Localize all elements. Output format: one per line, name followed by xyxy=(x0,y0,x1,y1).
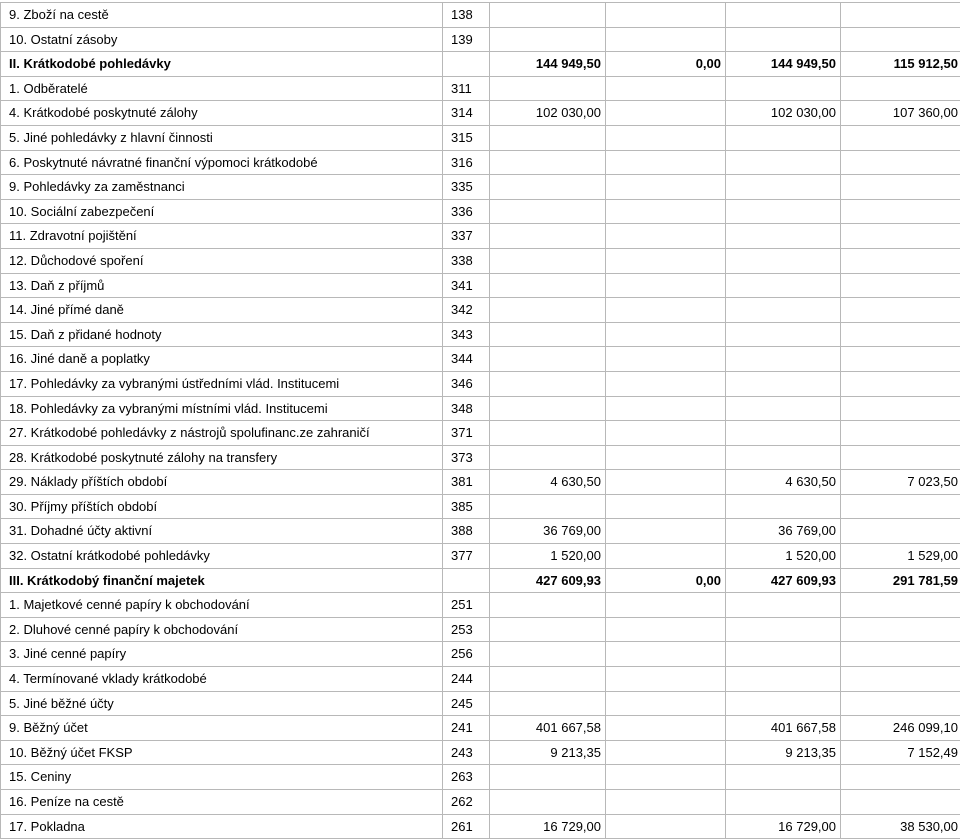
row-value-net xyxy=(726,494,841,519)
row-value-correction xyxy=(606,519,726,544)
row-value-net: 144 949,50 xyxy=(726,52,841,77)
row-value-correction xyxy=(606,101,726,126)
row-value-net xyxy=(726,224,841,249)
row-value-net xyxy=(726,371,841,396)
row-value-net xyxy=(726,273,841,298)
row-value-gross xyxy=(490,593,606,618)
row-value-net xyxy=(726,27,841,52)
table-row xyxy=(1,347,960,372)
row-value-net xyxy=(726,691,841,716)
row-account-code: 373 xyxy=(443,445,490,470)
row-value-correction xyxy=(606,322,726,347)
row-value-previous xyxy=(841,593,960,618)
row-value-net xyxy=(726,248,841,273)
row-value-previous xyxy=(841,273,960,298)
row-value-correction xyxy=(606,470,726,495)
row-value-net xyxy=(726,76,841,101)
row-value-net xyxy=(726,642,841,667)
table-row xyxy=(1,740,960,765)
row-value-previous xyxy=(841,248,960,273)
row-value-correction xyxy=(606,421,726,446)
row-value-gross xyxy=(490,199,606,224)
row-value-previous xyxy=(841,617,960,642)
row-value-previous xyxy=(841,347,960,372)
row-value-gross xyxy=(490,642,606,667)
table-row xyxy=(1,27,960,52)
row-account-code: 311 xyxy=(443,76,490,101)
row-value-previous xyxy=(841,199,960,224)
row-value-previous: 291 781,59 xyxy=(841,568,960,593)
row-value-correction xyxy=(606,150,726,175)
table-row xyxy=(1,790,960,815)
row-label: 15. Ceniny xyxy=(1,765,443,790)
row-value-net xyxy=(726,125,841,150)
table-row xyxy=(1,224,960,249)
row-label: 5. Jiné pohledávky z hlavní činnosti xyxy=(1,125,443,150)
row-value-net: 401 667,58 xyxy=(726,716,841,741)
row-value-gross: 36 769,00 xyxy=(490,519,606,544)
table-row xyxy=(1,593,960,618)
row-label: 13. Daň z příjmů xyxy=(1,273,443,298)
row-account-code: 346 xyxy=(443,371,490,396)
row-account-code: 241 xyxy=(443,716,490,741)
row-value-gross xyxy=(490,421,606,446)
row-label: 14. Jiné přímé daně xyxy=(1,298,443,323)
row-value-correction xyxy=(606,396,726,421)
row-value-gross: 102 030,00 xyxy=(490,101,606,126)
row-value-previous xyxy=(841,396,960,421)
row-value-previous xyxy=(841,298,960,323)
row-value-previous: 38 530,00 xyxy=(841,814,960,839)
row-account-code: 256 xyxy=(443,642,490,667)
row-label: 6. Poskytnuté návratné finanční výpomoci krátkodobé xyxy=(1,150,443,175)
row-value-previous xyxy=(841,765,960,790)
row-account-code: 245 xyxy=(443,691,490,716)
row-account-code: 385 xyxy=(443,494,490,519)
row-value-gross xyxy=(490,175,606,200)
row-value-previous xyxy=(841,27,960,52)
row-value-gross xyxy=(490,790,606,815)
row-value-correction xyxy=(606,667,726,692)
row-value-gross xyxy=(490,27,606,52)
row-label: 5. Jiné běžné účty xyxy=(1,691,443,716)
row-account-code: 243 xyxy=(443,740,490,765)
row-account-code: 263 xyxy=(443,765,490,790)
row-account-code: 344 xyxy=(443,347,490,372)
row-value-correction xyxy=(606,765,726,790)
row-value-net xyxy=(726,175,841,200)
row-value-gross: 401 667,58 xyxy=(490,716,606,741)
row-value-correction xyxy=(606,544,726,569)
row-value-gross xyxy=(490,248,606,273)
row-value-correction xyxy=(606,716,726,741)
row-value-gross xyxy=(490,224,606,249)
row-label: 4. Termínované vklady krátkodobé xyxy=(1,667,443,692)
row-value-gross: 4 630,50 xyxy=(490,470,606,495)
row-value-net: 9 213,35 xyxy=(726,740,841,765)
row-value-net xyxy=(726,765,841,790)
row-value-correction xyxy=(606,125,726,150)
row-value-previous xyxy=(841,3,960,28)
row-account-code: 371 xyxy=(443,421,490,446)
row-value-previous xyxy=(841,790,960,815)
row-label: 10. Sociální zabezpečení xyxy=(1,199,443,224)
table-row xyxy=(1,76,960,101)
row-value-net: 102 030,00 xyxy=(726,101,841,126)
row-value-correction xyxy=(606,642,726,667)
section-row xyxy=(1,568,960,593)
row-value-gross: 16 729,00 xyxy=(490,814,606,839)
row-value-correction xyxy=(606,371,726,396)
row-value-previous xyxy=(841,76,960,101)
row-label: 32. Ostatní krátkodobé pohledávky xyxy=(1,544,443,569)
row-value-net xyxy=(726,790,841,815)
row-value-previous xyxy=(841,125,960,150)
table-row xyxy=(1,445,960,470)
row-value-previous: 246 099,10 xyxy=(841,716,960,741)
row-account-code: 139 xyxy=(443,27,490,52)
row-value-net xyxy=(726,617,841,642)
table-row xyxy=(1,544,960,569)
row-account-code: 262 xyxy=(443,790,490,815)
row-account-code: 253 xyxy=(443,617,490,642)
row-account-code: 337 xyxy=(443,224,490,249)
row-value-correction xyxy=(606,593,726,618)
row-value-previous xyxy=(841,150,960,175)
row-account-code: 388 xyxy=(443,519,490,544)
row-value-previous xyxy=(841,691,960,716)
row-value-correction: 0,00 xyxy=(606,52,726,77)
row-account-code xyxy=(443,52,490,77)
row-label: 16. Peníze na cestě xyxy=(1,790,443,815)
row-value-gross xyxy=(490,371,606,396)
row-account-code: 336 xyxy=(443,199,490,224)
table-row xyxy=(1,667,960,692)
row-account-code: 338 xyxy=(443,248,490,273)
row-value-gross: 427 609,93 xyxy=(490,568,606,593)
row-value-net xyxy=(726,347,841,372)
table-row xyxy=(1,199,960,224)
row-value-net: 36 769,00 xyxy=(726,519,841,544)
row-value-previous xyxy=(841,667,960,692)
row-value-correction xyxy=(606,445,726,470)
row-value-gross xyxy=(490,691,606,716)
table-row xyxy=(1,421,960,446)
row-value-gross xyxy=(490,3,606,28)
table-row xyxy=(1,322,960,347)
row-label: 31. Dohadné účty aktivní xyxy=(1,519,443,544)
row-value-gross: 144 949,50 xyxy=(490,52,606,77)
table-row xyxy=(1,519,960,544)
table-row xyxy=(1,765,960,790)
row-account-code: 315 xyxy=(443,125,490,150)
row-value-previous: 107 360,00 xyxy=(841,101,960,126)
row-value-net: 4 630,50 xyxy=(726,470,841,495)
balance-sheet-table xyxy=(0,2,960,839)
balance-sheet-body xyxy=(1,3,960,839)
row-value-gross xyxy=(490,765,606,790)
row-label: 16. Jiné daně a poplatky xyxy=(1,347,443,372)
row-account-code: 244 xyxy=(443,667,490,692)
row-label: II. Krátkodobé pohledávky xyxy=(1,52,443,77)
row-value-previous xyxy=(841,371,960,396)
row-value-previous: 7 023,50 xyxy=(841,470,960,495)
row-value-previous xyxy=(841,519,960,544)
row-label: 3. Jiné cenné papíry xyxy=(1,642,443,667)
row-value-net: 1 520,00 xyxy=(726,544,841,569)
row-label: 9. Běžný účet xyxy=(1,716,443,741)
row-value-gross xyxy=(490,273,606,298)
table-row xyxy=(1,494,960,519)
row-value-correction xyxy=(606,740,726,765)
row-account-code: 342 xyxy=(443,298,490,323)
row-account-code: 261 xyxy=(443,814,490,839)
row-account-code: 348 xyxy=(443,396,490,421)
row-value-net: 427 609,93 xyxy=(726,568,841,593)
row-value-gross xyxy=(490,445,606,470)
row-value-correction xyxy=(606,494,726,519)
row-value-correction xyxy=(606,76,726,101)
row-value-net xyxy=(726,298,841,323)
row-label: 2. Dluhové cenné papíry k obchodování xyxy=(1,617,443,642)
row-value-correction xyxy=(606,617,726,642)
row-value-gross: 9 213,35 xyxy=(490,740,606,765)
row-value-previous xyxy=(841,175,960,200)
row-value-previous xyxy=(841,494,960,519)
row-label: 28. Krátkodobé poskytnuté zálohy na transfery xyxy=(1,445,443,470)
row-account-code: 377 xyxy=(443,544,490,569)
table-row xyxy=(1,691,960,716)
row-value-previous xyxy=(841,421,960,446)
row-account-code: 343 xyxy=(443,322,490,347)
row-value-previous xyxy=(841,445,960,470)
row-value-correction xyxy=(606,790,726,815)
row-value-correction xyxy=(606,347,726,372)
row-value-net xyxy=(726,667,841,692)
row-value-gross xyxy=(490,150,606,175)
table-row xyxy=(1,175,960,200)
row-account-code: 316 xyxy=(443,150,490,175)
row-value-gross xyxy=(490,494,606,519)
row-value-correction xyxy=(606,814,726,839)
row-value-gross xyxy=(490,396,606,421)
row-label: 15. Daň z přidané hodnoty xyxy=(1,322,443,347)
row-value-gross xyxy=(490,76,606,101)
row-value-previous xyxy=(841,642,960,667)
row-account-code: 335 xyxy=(443,175,490,200)
row-value-gross xyxy=(490,322,606,347)
table-row xyxy=(1,150,960,175)
row-value-previous xyxy=(841,224,960,249)
row-account-code: 341 xyxy=(443,273,490,298)
table-row xyxy=(1,125,960,150)
row-value-net xyxy=(726,396,841,421)
row-value-gross xyxy=(490,298,606,323)
row-label: 10. Ostatní zásoby xyxy=(1,27,443,52)
table-row xyxy=(1,298,960,323)
row-label: 27. Krátkodobé pohledávky z nástrojů spolufinanc.ze zahraničí xyxy=(1,421,443,446)
table-row xyxy=(1,716,960,741)
row-value-previous: 115 912,50 xyxy=(841,52,960,77)
table-row xyxy=(1,814,960,839)
row-account-code: 251 xyxy=(443,593,490,618)
row-label: 1. Odběratelé xyxy=(1,76,443,101)
row-account-code: 381 xyxy=(443,470,490,495)
row-label: 17. Pohledávky za vybranými ústředními vlád. Institucemi xyxy=(1,371,443,396)
row-value-net xyxy=(726,421,841,446)
row-value-net xyxy=(726,593,841,618)
row-value-correction xyxy=(606,3,726,28)
row-label: 30. Příjmy příštích období xyxy=(1,494,443,519)
row-value-previous xyxy=(841,322,960,347)
table-row xyxy=(1,248,960,273)
row-value-previous: 1 529,00 xyxy=(841,544,960,569)
row-label: 10. Běžný účet FKSP xyxy=(1,740,443,765)
row-value-correction xyxy=(606,175,726,200)
row-value-correction xyxy=(606,27,726,52)
row-label: 11. Zdravotní pojištění xyxy=(1,224,443,249)
row-label: 9. Pohledávky za zaměstnanci xyxy=(1,175,443,200)
row-account-code: 314 xyxy=(443,101,490,126)
table-row xyxy=(1,617,960,642)
row-account-code xyxy=(443,568,490,593)
row-value-previous: 7 152,49 xyxy=(841,740,960,765)
row-value-gross xyxy=(490,125,606,150)
row-value-correction xyxy=(606,691,726,716)
row-account-code: 138 xyxy=(443,3,490,28)
row-label: 9. Zboží na cestě xyxy=(1,3,443,28)
row-label: 4. Krátkodobé poskytnuté zálohy xyxy=(1,101,443,126)
row-label: III. Krátkodobý finanční majetek xyxy=(1,568,443,593)
row-value-gross xyxy=(490,667,606,692)
row-label: 12. Důchodové spoření xyxy=(1,248,443,273)
row-value-correction xyxy=(606,224,726,249)
row-value-net xyxy=(726,322,841,347)
row-label: 18. Pohledávky za vybranými místními vlád. Institucemi xyxy=(1,396,443,421)
row-value-gross xyxy=(490,347,606,372)
row-label: 29. Náklady příštích období xyxy=(1,470,443,495)
row-value-net xyxy=(726,150,841,175)
row-label: 1. Majetkové cenné papíry k obchodování xyxy=(1,593,443,618)
table-row xyxy=(1,642,960,667)
row-value-net xyxy=(726,445,841,470)
row-value-net xyxy=(726,199,841,224)
row-value-correction xyxy=(606,273,726,298)
row-label: 17. Pokladna xyxy=(1,814,443,839)
table-row xyxy=(1,3,960,28)
table-row xyxy=(1,371,960,396)
table-row xyxy=(1,273,960,298)
row-value-gross xyxy=(490,617,606,642)
row-value-correction xyxy=(606,199,726,224)
table-row xyxy=(1,396,960,421)
row-value-correction xyxy=(606,248,726,273)
row-value-net xyxy=(726,3,841,28)
row-value-gross: 1 520,00 xyxy=(490,544,606,569)
table-row xyxy=(1,470,960,495)
table-row xyxy=(1,101,960,126)
row-value-correction xyxy=(606,298,726,323)
row-value-net: 16 729,00 xyxy=(726,814,841,839)
row-value-correction: 0,00 xyxy=(606,568,726,593)
section-row xyxy=(1,52,960,77)
